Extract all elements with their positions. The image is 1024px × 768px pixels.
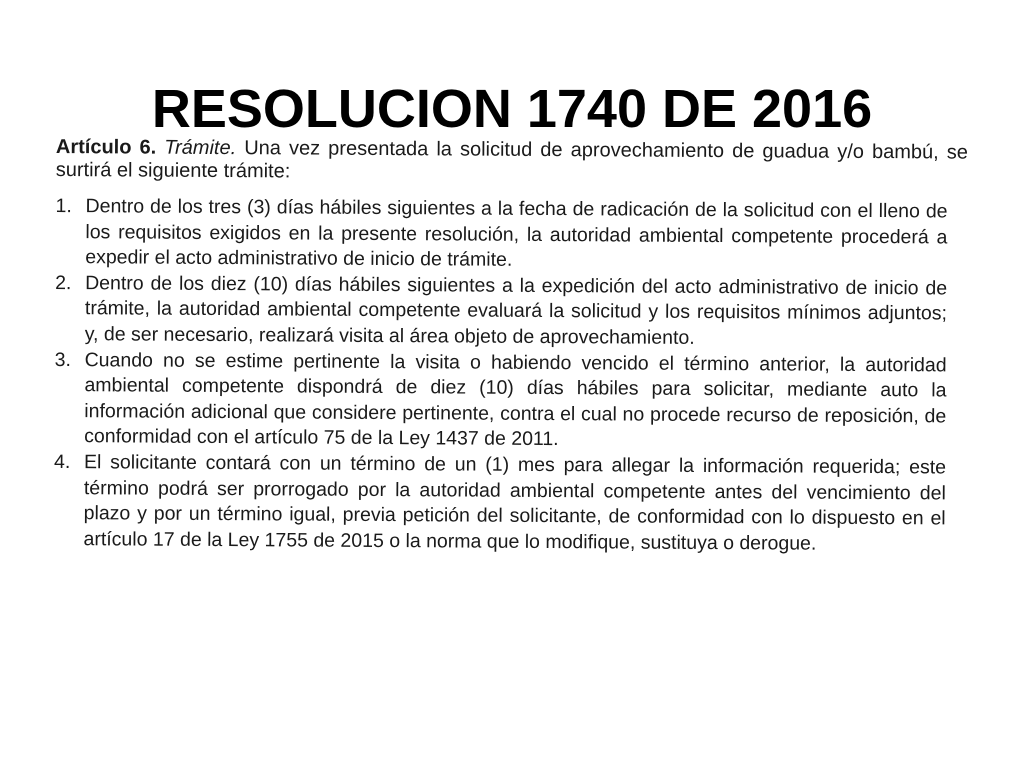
list-item-text: Dentro de los diez (10) días hábiles siguientes a la expedición del acto administrativo de inicio de trámite, la autoridad ambiental competente evaluará la solicitud y los requisitos mínimos adjuntos; y, de ser necesario, realizará visita al área objeto de aprovechamiento. bbox=[84, 271, 948, 349]
list-item-text: Dentro de los tres (3) días hábiles siguientes a la fecha de radicación de la solicitud con el lleno de los requisitos exigidos en la presente resolución, la autoridad ambiental competente procederá a expedir el acto administrativo de inicio de trámite. bbox=[85, 195, 948, 271]
article-label: Artículo 6. bbox=[55, 136, 157, 159]
list-item-text: Cuando no se estime pertinente la visita o habiendo vencido el término anterior, la autoridad ambiental competente dispondrá de diez (10) días hábiles para solicitar, mediante auto la información adicional que considere pertinente, contra el cual no procede recurso de reposición, de conformidad con el artículo 75 de la Ley 1437 de 2011. bbox=[84, 348, 947, 451]
procedure-list bbox=[53, 194, 967, 558]
list-item-text: El solicitante contará con un término de un (1) mes para allegar la información requerida; este término podrá ser prorrogado por la autoridad ambiental competente antes del vencimiento del plazo y por un término igual, previa petición del solicitante, de conformidad con lo dispuesto en el artículo 17 de la Ley 1755 de 2015 o la norma que lo modifique, sustituya o derogue. bbox=[83, 451, 947, 555]
list-item-number: 2. bbox=[55, 271, 72, 294]
scanned-article bbox=[53, 136, 968, 558]
list-item bbox=[55, 271, 947, 353]
list-item bbox=[55, 194, 947, 276]
list-item-number: 1. bbox=[55, 194, 72, 218]
page-title: RESOLUCION 1740 DE 2016 bbox=[151, 79, 873, 140]
article-intro-text: Una vez presentada la solicitud de aprovechamiento de guadua y/o bambú, se surtirá el siguiente trámite: bbox=[55, 137, 968, 183]
article-name: Trámite. bbox=[164, 136, 237, 160]
list-item bbox=[54, 348, 947, 456]
list-item-number: 3. bbox=[54, 348, 71, 371]
list-item bbox=[53, 450, 946, 558]
article-intro bbox=[56, 136, 968, 188]
list-item-number: 4. bbox=[53, 450, 71, 474]
